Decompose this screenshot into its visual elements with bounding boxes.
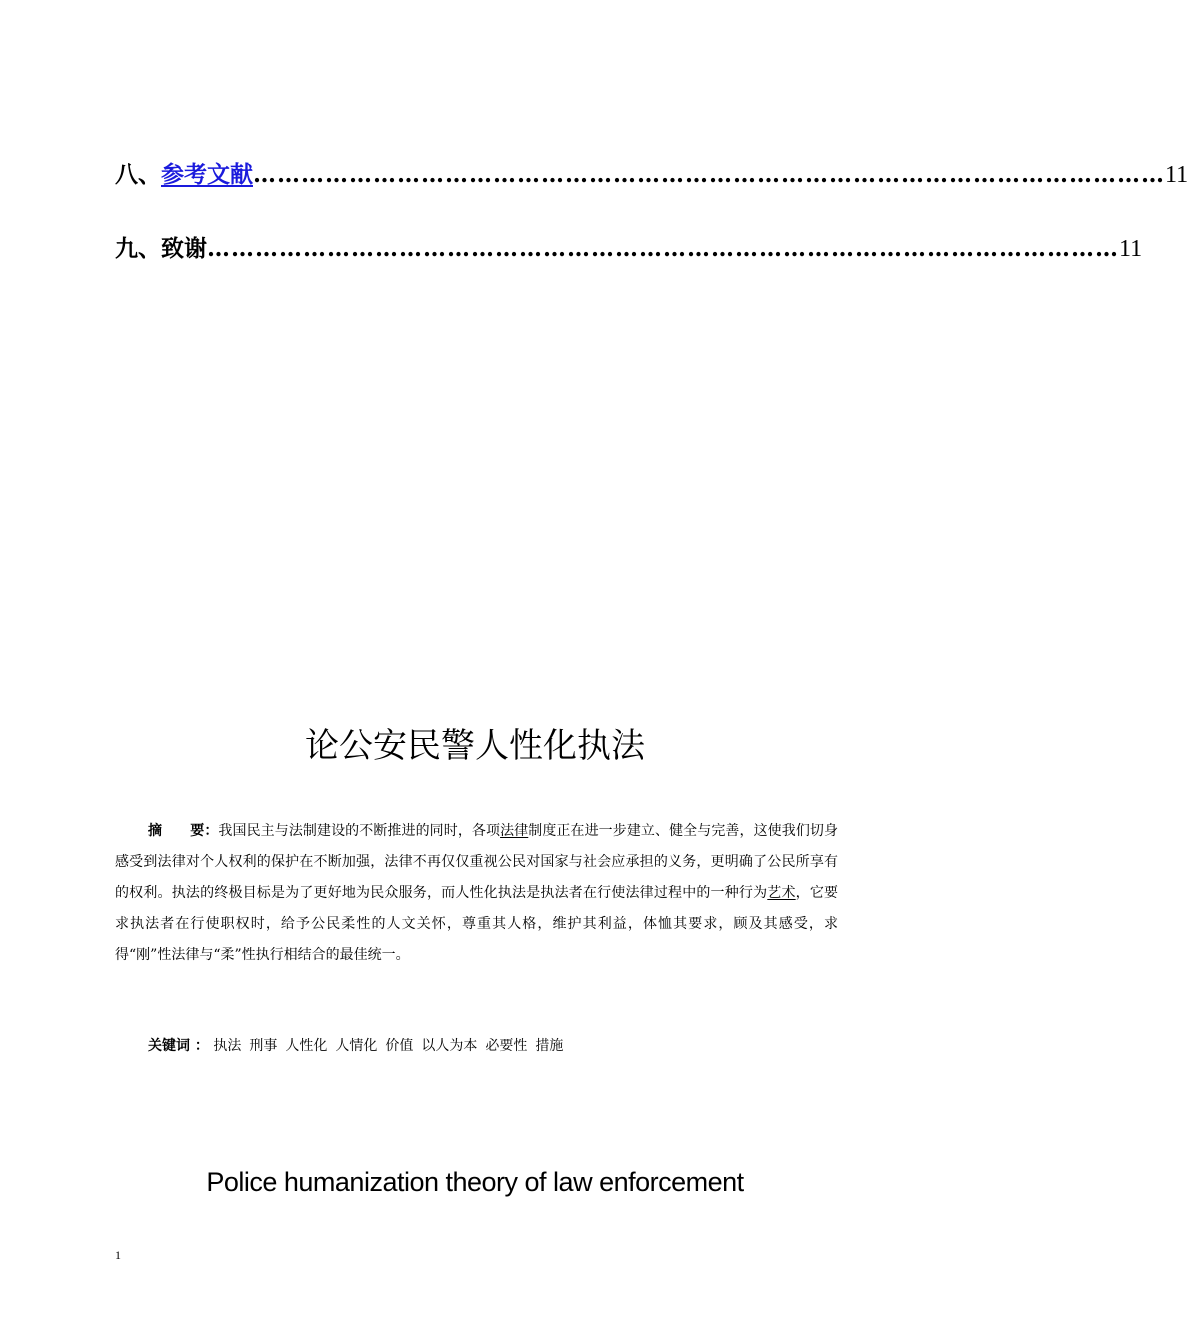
keyword: 刑事 (249, 1038, 278, 1054)
keyword: 必要性 (485, 1038, 528, 1054)
document-title-cn: 论公安民警人性化执法 (305, 726, 645, 766)
keyword: 人性化 (285, 1038, 328, 1054)
abstract-paragraph (115, 816, 838, 971)
toc-number: 九、 (115, 235, 161, 262)
page-number: 1 (115, 1248, 121, 1262)
document-title-en: Police humanization theory of law enforcement (206, 1167, 744, 1197)
abstract-text: 制度正在进一步建立、健全与完善，这使我们切身感受到法律对个人权利的保护在不断加强，法律不再仅仅重视公民对国家与社会应承担的义务，更明确了公民所享有的权利。执法的终极目标是为了更好地为民众服务，而人性化执法是执法者在行使法律过程中的一种行为 (115, 823, 839, 901)
keywords-label: 关键词 ： (148, 1038, 209, 1054)
abstract-text: ，它要求执法者在行使职权时，给予公民柔性的人文关怀，尊重其人格，维护其利益，体恤其要求，顾及其感受，求得“刚”性法律与“柔”性执行相结合的最佳统一。 (115, 885, 839, 963)
abstract-section (115, 816, 838, 971)
art-link[interactable]: 艺术 (767, 885, 796, 901)
toc-entry-references[interactable] (115, 156, 1188, 196)
keyword: 措施 (535, 1038, 564, 1054)
keyword: 价值 (385, 1038, 414, 1054)
keyword: 执法 (213, 1038, 242, 1054)
law-link[interactable]: 法律 (500, 823, 529, 839)
toc-entry-acknowledgements (115, 230, 1143, 270)
toc-page-number: 11 (1165, 162, 1188, 188)
toc-number: 八、 (115, 161, 161, 188)
abstract-label: 摘 要： (148, 823, 219, 839)
keywords-line (148, 1035, 571, 1055)
toc-leader-dots: …………………………………………………………………………………………………… (207, 235, 1119, 262)
toc-leader-dots: …………………………………………………………………………………………………… (253, 161, 1165, 188)
toc-page-number: 11 (1119, 236, 1143, 262)
keyword: 人情化 (335, 1038, 378, 1054)
toc-title-acknowledgements: 致谢 (161, 235, 207, 262)
keyword: 以人为本 (421, 1038, 478, 1054)
toc-link-references[interactable]: 参考文献 (161, 161, 253, 188)
abstract-text: 我国民主与法制建设的不断推进的同时，各项 (218, 823, 501, 839)
